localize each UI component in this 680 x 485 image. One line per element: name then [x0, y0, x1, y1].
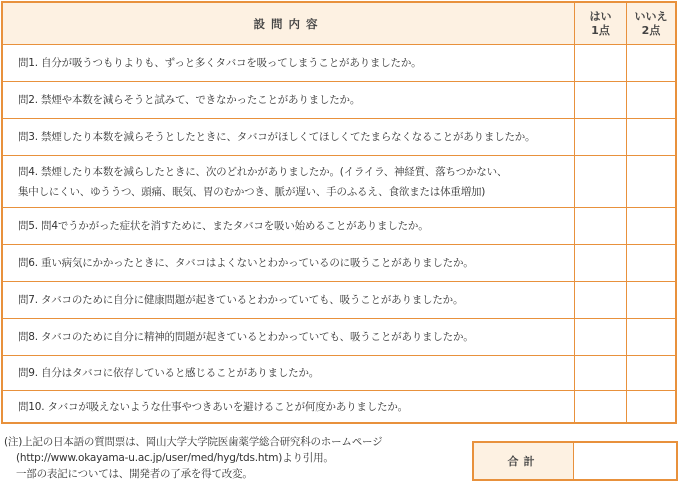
answer-no-cell[interactable]	[627, 356, 675, 390]
answer-no-cell[interactable]	[627, 245, 675, 281]
answer-yes-cell[interactable]	[575, 119, 627, 155]
question-row-9	[3, 356, 675, 391]
answer-no-cell[interactable]	[627, 319, 675, 355]
question-text: 問2. 禁煙や本数を減らそうと試みて、できなかったことがありましたか。	[18, 94, 361, 106]
yes-label: はい	[589, 9, 612, 23]
question-text: 問6. 重い病気にかかったときに、タバコはよくないとわかっているのに吸うことがありましたか。	[18, 257, 474, 269]
answer-no-cell[interactable]	[627, 156, 675, 207]
question-row-8	[3, 319, 675, 356]
answer-yes-cell[interactable]	[575, 319, 627, 355]
question-text: 問9. 自分はタバコに依存していると感じることがありましたか。	[18, 367, 320, 379]
total-box	[472, 441, 678, 481]
answer-no-cell[interactable]	[627, 208, 675, 244]
total-label: 合計	[474, 443, 574, 479]
question-row-2	[3, 82, 675, 119]
question-row-1	[3, 45, 675, 82]
question-text: 問10. タバコが吸えないような仕事やつきあいを避けることが何度かありましたか。	[18, 400, 408, 413]
total-value-cell[interactable]	[574, 443, 676, 479]
question-text: 問7. タバコのために自分に健康問題が起きているとわかっていても、吸うことがありましたか。	[18, 294, 464, 306]
questionnaire-table	[1, 1, 677, 424]
answer-yes-cell[interactable]	[575, 356, 627, 390]
answer-no-cell[interactable]	[627, 45, 675, 81]
no-points: 2点	[641, 23, 661, 37]
question-row-4	[3, 156, 675, 208]
yes-points: 1点	[591, 23, 610, 37]
answer-yes-cell[interactable]	[575, 82, 627, 118]
question-text: 問5. 問4でうかがった症状を消すために、またタバコを吸い始めることがありましたか。	[18, 220, 429, 232]
no-column-header	[627, 3, 675, 44]
question-row-7	[3, 282, 675, 319]
no-label: いいえ	[634, 9, 668, 23]
answer-yes-cell[interactable]	[575, 45, 627, 81]
answer-no-cell[interactable]	[627, 282, 675, 318]
question-column-header: 設問内容	[3, 3, 575, 44]
footnote-line: 一部の表記については、開発者の了承を得て改変。	[16, 468, 253, 480]
question-row-6	[3, 245, 675, 282]
question-text: 問3. 禁煙したり本数を減らそうとしたときに、タバコがほしくてほしくてたまらなくなることがありましたか。	[18, 131, 536, 143]
footnote-line: (http://www.okayama-u.ac.jp/user/med/hyg/tds.htm)より引用。	[16, 452, 334, 464]
question-text: 問1. 自分が吸うつもりよりも、ずっと多くタバコを吸ってしまうことがありましたか。	[18, 57, 422, 69]
answer-no-cell[interactable]	[627, 119, 675, 155]
question-row-3	[3, 119, 675, 156]
answer-no-cell[interactable]	[627, 82, 675, 118]
question-row-10	[3, 391, 675, 422]
answer-yes-cell[interactable]	[575, 156, 627, 207]
footnote-line: (注)上記の日本語の質問票は、岡山大学大学院医歯薬学総合研究科のホームページ	[4, 436, 383, 448]
question-text: 問8. タバコのために自分に精神的問題が起きているとわかっていても、吸うことがありましたか。	[18, 331, 474, 343]
answer-yes-cell[interactable]	[575, 391, 627, 422]
footnote	[4, 434, 454, 482]
answer-yes-cell[interactable]	[575, 282, 627, 318]
yes-column-header	[575, 3, 627, 44]
question-row-5	[3, 208, 675, 245]
question-text: 問4. 禁煙したり本数を減らしたときに、次のどれかがありましたか。(イライラ、神経質、落ちつかない、 集中しにくい、ゆううつ、頭痛、眠気、胃のむかつき、脈が遅い、手のふるえ、食欲または体重増加)	[18, 165, 508, 198]
answer-no-cell[interactable]	[627, 391, 675, 422]
answer-yes-cell[interactable]	[575, 208, 627, 244]
answer-yes-cell[interactable]	[575, 245, 627, 281]
table-header	[3, 3, 675, 45]
